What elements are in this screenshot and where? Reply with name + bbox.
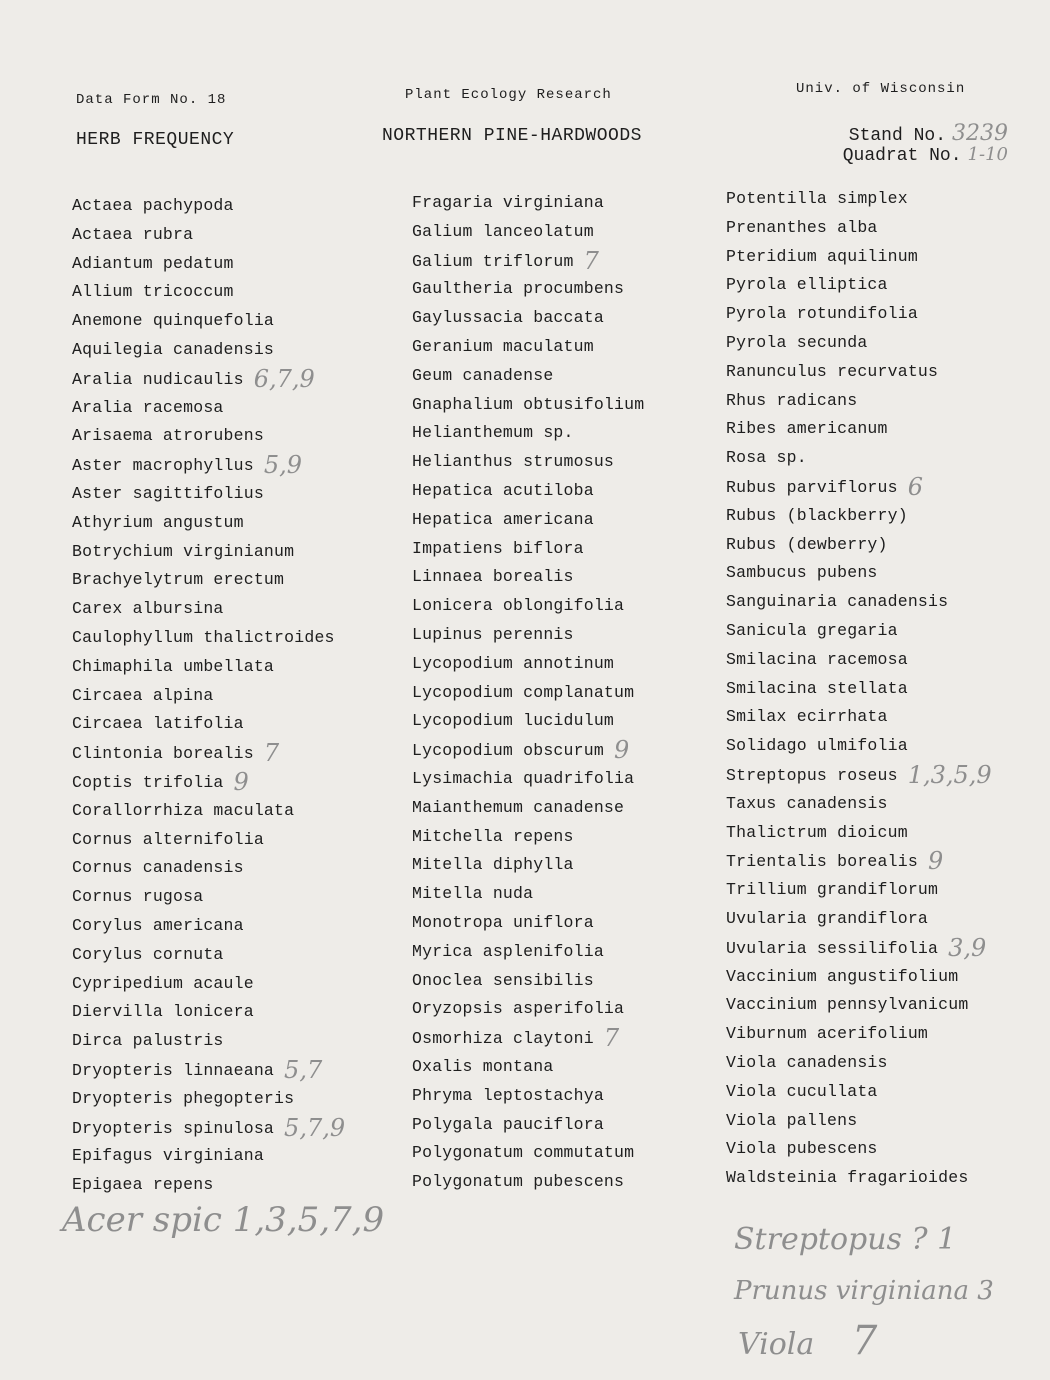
university-label: Univ. of Wisconsin [796,81,966,97]
species-name: Rhus radicans [726,390,858,410]
handwritten-addition-prunus: Prunus virginiana 3 [734,1276,994,1306]
species-row [412,1168,732,1197]
species-row [412,218,732,247]
form-title: HERB FREQUENCY [76,130,235,150]
species-name: Sanguinaria canadensis [726,592,949,612]
species-row [726,934,1046,963]
species-name: Arisaema atrorubens [72,426,264,446]
species-row [726,1049,1046,1078]
species-row [72,1056,392,1085]
handwritten-quadrat-note: 1,3,5,9 [907,760,992,789]
species-row [412,707,732,736]
species-name: Cornus canadensis [72,858,244,878]
species-row [726,617,1046,646]
species-row [412,938,732,967]
handwritten-quadrat-note: 7 [263,739,280,768]
species-row [726,761,1046,790]
species-row [72,336,392,365]
species-row [412,621,732,650]
species-row [726,1135,1046,1164]
species-name: Fragaria virginiana [412,193,604,212]
species-name: Thalictrum dioicum [726,822,908,842]
stand-number-value: 3239 [952,121,1008,146]
species-row [72,480,392,509]
species-name: Viola pallens [726,1110,858,1130]
species-row [72,883,392,912]
species-row [72,1085,392,1114]
handwritten-addition-acer: Acer spic 1,3,5,7,9 [62,1200,385,1240]
species-name: Aster macrophyllus [72,455,254,475]
species-row [412,304,732,333]
species-name: Lysimachia quadrifolia [412,768,635,788]
species-name: Geranium maculatum [412,336,594,356]
species-name: Hepatica americana [412,509,594,529]
handwritten-viola-value: 7 [851,1318,878,1364]
species-name: Viburnum acerifolium [726,1024,929,1044]
species-name: Aralia nudicaulis [72,369,244,389]
stand-quadrat-block [843,123,1008,165]
species-row [726,703,1046,732]
handwritten-addition-viola [738,1318,877,1364]
species-row [72,854,392,883]
species-row [72,941,392,970]
species-row [412,679,732,708]
species-name: Cypripedium acaule [72,973,254,993]
species-name: Cornus rugosa [72,887,204,907]
species-name: Ribes americanum [726,419,888,439]
species-name: Trientalis borealis [726,852,918,872]
species-row [412,650,732,679]
species-name: Aster sagittifolius [72,483,264,503]
handwritten-quadrat-note: 7 [603,1024,620,1053]
species-row [726,473,1046,502]
species-row [72,394,392,423]
species-name: Circaea latifolia [72,714,244,734]
species-row [412,247,732,276]
species-name: Adiantum pedatum [72,253,234,273]
species-name: Prenanthes alba [726,217,878,237]
species-name: Gaylussacia baccata [412,308,604,328]
species-row [726,790,1046,819]
species-row [726,444,1046,473]
form-number: Data Form No. 18 [76,92,227,108]
species-name: Clintonia borealis [72,743,254,763]
species-name: Actaea rubra [72,224,194,244]
species-row [726,243,1046,272]
species-row [72,710,392,739]
species-row [72,422,392,451]
species-row [72,365,392,394]
species-row [412,1111,732,1140]
species-row [412,1024,732,1053]
species-row [72,998,392,1027]
species-name: Actaea pachypoda [72,196,234,215]
species-row [412,506,732,535]
species-row [412,362,732,391]
species-row [72,970,392,999]
species-name: Dryopteris phegopteris [72,1088,295,1108]
species-row [726,358,1046,387]
quadrat-number-value: 1-10 [967,144,1008,165]
species-name: Waldsteinia fragarioides [726,1168,969,1188]
community-title: NORTHERN PINE-HARDWOODS [382,126,642,146]
species-name: Rubus parviflorus [726,477,898,497]
species-name: Pyrola rotundifolia [726,304,918,324]
species-row [726,1020,1046,1049]
species-row [412,736,732,765]
species-row [72,768,392,797]
species-row [72,797,392,826]
handwritten-viola-name: Viola [738,1327,815,1362]
species-name: Dryopteris linnaeana [72,1060,275,1080]
species-name: Aralia racemosa [72,397,224,417]
species-row [72,221,392,250]
species-name: Pyrola secunda [726,332,868,352]
species-name: Uvularia sessilifolia [726,938,939,958]
species-name: Cornus alternifolia [72,829,264,849]
quadrat-number-label: Quadrat No. [842,146,962,166]
species-row [72,1142,392,1171]
species-name: Polygonatum commutatum [412,1143,635,1163]
handwritten-quadrat-note: 5,9 [263,451,303,480]
species-name: Oryzopsis asperifolia [412,999,625,1019]
handwritten-quadrat-note: 9 [927,847,944,876]
species-name: Vaccinium pennsylvanicum [726,995,969,1015]
species-row [412,851,732,880]
species-row [726,271,1046,300]
species-name: Smilax ecirrhata [726,707,888,727]
species-row [72,509,392,538]
species-name: Gaultheria procumbens [412,279,625,299]
species-name: Trillium grandiflorum [726,880,939,900]
species-name: Carex albursina [72,599,224,619]
species-row [726,588,1046,617]
handwritten-quadrat-note: 9 [613,736,630,765]
species-name: Helianthus strumosus [412,452,615,472]
species-name: Sambucus pubens [726,563,878,583]
handwritten-quadrat-note: 6,7,9 [253,364,315,393]
species-row [726,646,1046,675]
species-row [726,905,1046,934]
species-name: Hepatica acutiloba [412,480,594,500]
handwritten-addition-streptopus: Streptopus ? 1 [734,1222,957,1257]
species-name: Dirca palustris [72,1031,224,1051]
species-name: Viola cucullata [726,1081,878,1101]
species-row [72,826,392,855]
species-row [72,566,392,595]
species-name: Solidago ulmifolia [726,736,908,756]
handwritten-quadrat-note: 5,7,9 [284,1113,346,1142]
species-name: Aquilegia canadensis [72,339,275,359]
species-row [412,563,732,592]
species-name: Lycopodium lucidulum [412,711,615,731]
handwritten-quadrat-note: 6 [907,472,924,501]
species-name: Coptis trifolia [72,772,224,792]
species-name: Onoclea sensibilis [412,970,594,990]
species-name: Lycopodium complanatum [412,682,635,702]
species-row [412,794,732,823]
species-name: Gnaphalium obtusifolium [412,394,645,414]
species-name: Lycopodium annotinum [412,653,615,673]
species-row [412,1053,732,1082]
species-row [412,880,732,909]
species-name: Taxus canadensis [726,793,888,813]
handwritten-quadrat-note: 7 [583,246,599,275]
species-name: Phryma leptostachya [412,1085,604,1105]
species-row [726,531,1046,560]
species-row [72,682,392,711]
species-name: Monotropa uniflora [412,912,594,932]
species-row [726,876,1046,905]
species-name: Rosa sp. [726,448,807,468]
species-row [72,1027,392,1056]
species-row [412,275,732,304]
species-row [412,967,732,996]
species-row [726,1164,1046,1193]
species-row [726,415,1046,444]
species-row [72,1114,392,1143]
species-name: Viola canadensis [726,1052,888,1072]
species-name: Corylus americana [72,915,244,935]
species-name: Sanicula gregaria [726,620,898,640]
species-column-2 [412,189,732,1197]
species-name: Brachyelytrum erectum [72,570,285,590]
species-row [412,1139,732,1168]
species-row [412,909,732,938]
species-name: Caulophyllum thalictroides [72,627,335,647]
species-row [726,1107,1046,1136]
species-row [412,765,732,794]
species-row [412,333,732,362]
species-row [412,592,732,621]
species-name: Galium lanceolatum [412,221,594,241]
species-row [412,823,732,852]
species-row [72,912,392,941]
species-row [72,624,392,653]
species-name: Myrica asplenifolia [412,941,604,961]
species-name: Epifagus virginiana [72,1146,264,1166]
species-name: Lupinus perennis [412,624,574,644]
species-row [412,391,732,420]
species-row [72,250,392,279]
species-row [726,185,1046,214]
species-name: Athyrium angustum [72,512,244,532]
species-name: Epigaea repens [72,1175,214,1195]
species-name: Circaea alpina [72,685,214,705]
species-name: Viola pubescens [726,1139,878,1159]
species-column-1 [72,192,392,1200]
species-row [72,1171,392,1200]
species-name: Geum canadense [412,365,554,385]
handwritten-quadrat-note: 3,9 [948,933,987,962]
species-name: Mitchella repens [412,826,574,846]
species-row [726,963,1046,992]
species-name: Maianthemum canadense [412,797,625,817]
species-row [412,1082,732,1111]
species-row [412,535,732,564]
stand-number-line [843,123,1008,144]
species-name: Vaccinium angustifolium [726,966,959,986]
species-row [726,847,1046,876]
species-name: Mitella nuda [412,884,534,904]
species-row [726,559,1046,588]
species-name: Streptopus roseus [726,765,898,785]
species-name: Rubus (blackberry) [726,505,908,525]
species-row [726,991,1046,1020]
stand-number-label: Stand No. [848,126,946,146]
species-name: Helianthemum sp. [412,423,574,443]
species-name: Allium tricoccum [72,282,234,302]
species-name: Lycopodium obscurum [412,740,604,760]
species-column-3 [726,185,1046,1193]
handwritten-quadrat-note: 9 [233,767,249,796]
species-row [726,214,1046,243]
species-name: Botrychium virginianum [72,541,295,561]
species-name: Dryopteris spinulosa [72,1118,275,1138]
species-name: Polygala pauciflora [412,1114,604,1134]
species-row [72,538,392,567]
species-row [72,739,392,768]
species-name: Chimaphila umbellata [72,656,275,676]
species-row [412,995,732,1024]
species-name: Smilacina stellata [726,678,908,698]
species-row [726,1078,1046,1107]
species-name: Oxalis montana [412,1056,554,1076]
institution-label: Plant Ecology Research [405,87,612,103]
species-row [412,189,732,218]
quadrat-number-line [843,144,1008,165]
species-row [726,732,1046,761]
species-name: Pteridium aquilinum [726,246,918,266]
species-name: Diervilla lonicera [72,1002,254,1022]
species-name: Pyrola elliptica [726,275,888,295]
species-row [72,192,392,221]
species-name: Potentilla simplex [726,189,908,208]
species-row [726,329,1046,358]
species-name: Mitella diphylla [412,855,574,875]
species-name: Osmorhiza claytoni [412,1028,594,1048]
species-row [72,595,392,624]
species-row [72,451,392,480]
species-name: Lonicera oblongifolia [412,596,625,616]
species-row [72,278,392,307]
species-name: Rubus (dewberry) [726,534,888,554]
species-row [72,653,392,682]
species-name: Impatiens biflora [412,538,584,558]
species-row [726,819,1046,848]
species-name: Corallorrhiza maculata [72,800,295,820]
species-row [726,300,1046,329]
species-name: Corylus cornuta [72,944,224,964]
species-row [726,387,1046,416]
species-row [726,675,1046,704]
species-name: Polygonatum pubescens [412,1172,625,1192]
species-row [726,502,1046,531]
species-name: Uvularia grandiflora [726,908,929,928]
species-name: Anemone quinquefolia [72,311,275,331]
species-name: Galium triflorum [412,251,574,271]
species-name: Linnaea borealis [412,567,574,587]
species-row [412,448,732,477]
species-name: Ranunculus recurvatus [726,361,939,381]
species-row [412,477,732,506]
species-name: Smilacina racemosa [726,649,908,669]
species-row [412,419,732,448]
handwritten-quadrat-note: 5,7 [284,1055,323,1084]
species-row [72,307,392,336]
